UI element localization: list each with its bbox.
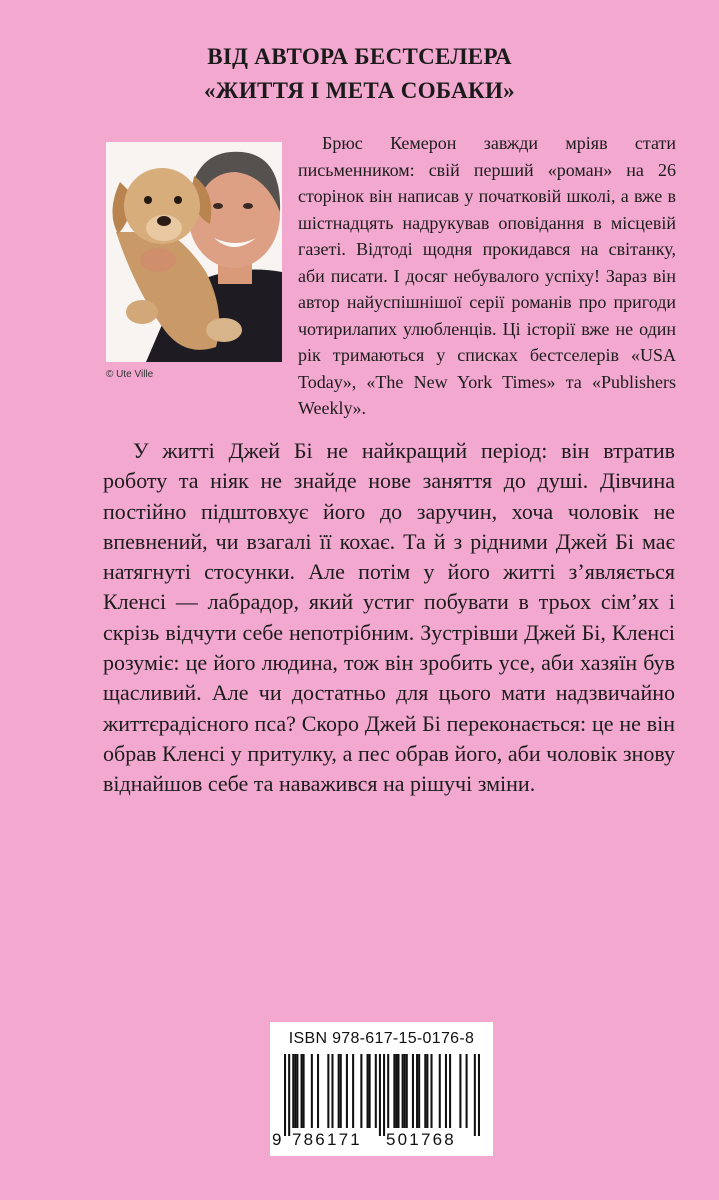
barcode-bar (402, 1054, 404, 1128)
headline-line-1: ВІД АВТОРА БЕСТСЕЛЕРА (207, 44, 512, 69)
barcode-bar (338, 1054, 340, 1128)
barcode-bar (406, 1054, 408, 1128)
barcode-bar (474, 1054, 476, 1136)
barcode-bar (418, 1054, 420, 1128)
barcode-bar (449, 1054, 451, 1128)
barcode-bar (424, 1054, 426, 1128)
barcode-bar (426, 1054, 428, 1128)
barcode-bar (478, 1054, 480, 1136)
barcode-bar (416, 1054, 418, 1128)
barcode-bar (367, 1054, 369, 1128)
barcode-bar (327, 1054, 329, 1128)
barcode-bar (369, 1054, 371, 1128)
barcode-bars (284, 1054, 480, 1136)
barcode-bar (294, 1054, 296, 1128)
barcode-bar (439, 1054, 441, 1128)
photo-credit: © Ute Ville (106, 369, 154, 380)
barcode-bar (445, 1054, 447, 1128)
author-bio: Брюс Кемерон завжди мріяв стати письменником: свій перший «роман» на 26 сторінок він написав у початковій школі, а вже в шістнадцять надрукував оповідання в місцевій газеті. Відтоді щодня прокидався на світанку, аби писати. І досяг небувалого успіху! Зараз він автор найуспішнішої серії романів про пригоди чотирилапих улюбленців. Ці історії вже не один рік тримаються у списках бестселерів «USA Today», «The New York Times» та «Publishers Weekly». (298, 133, 676, 418)
barcode-bar (459, 1054, 461, 1128)
barcode-bar (352, 1054, 354, 1128)
barcode-digit-first: 9 (272, 1130, 284, 1149)
barcode-bar (360, 1054, 362, 1128)
barcode-bar (303, 1054, 305, 1128)
cover-headline (0, 40, 719, 108)
barcode-bar (340, 1054, 342, 1128)
barcode-bar (284, 1054, 286, 1136)
barcode-digits-right: 501768 (386, 1130, 456, 1149)
barcode-bar (466, 1054, 468, 1128)
barcode-bar (393, 1054, 395, 1128)
barcode-digits-left: 786171 (292, 1130, 362, 1149)
headline-line-2: «ЖИТТЯ І МЕТА СОБАКИ» (204, 78, 515, 103)
barcode-bar (288, 1054, 290, 1136)
isbn-barcode (270, 1022, 493, 1156)
barcode-bar (383, 1054, 385, 1136)
barcode-bar (430, 1054, 432, 1128)
barcode-bar (292, 1054, 294, 1128)
barcode-bar (404, 1054, 406, 1128)
barcode-bar (331, 1054, 333, 1128)
author-photo (106, 142, 282, 362)
barcode-bar (395, 1054, 397, 1128)
barcode-bar (311, 1054, 313, 1128)
barcode-bar (301, 1054, 303, 1128)
book-description: У житті Джей Бі не найкращий період: він втратив роботу та ніяк не знайде нове заняття до душі. Дівчина постійно підштовхує його до заручин, хоча чоловік не впевнений, чи взагалі її кохає. Та й з рідними Джей Бі має натягнуті стосунки. Але потім у його житті з’являється Кленсі — лабрадор, який устиг побувати в трьох сім’ях і скрізь відчути себе непотрібним. Зустрівши Джей Бі, Кленсі розуміє: це його людина, тож він зробить усе, аби хазяїн був щасливий. Але чи достатньо для цього мати надзвичайно життєрадісного пса? Скоро Джей Бі переконається: це не він обрав Кленсі у притулку, а пес обрав його, аби чоловік знову віднайшов себе та наважився на рішучі зміни. (103, 438, 675, 797)
barcode-bar (412, 1054, 414, 1128)
barcode-digits (270, 1130, 493, 1152)
barcode-bar (317, 1054, 319, 1128)
isbn-label: ISBN 978-617-15-0176-8 (288, 1030, 475, 1047)
barcode-bar (397, 1054, 399, 1128)
barcode-bar (379, 1054, 381, 1136)
barcode-bar (387, 1054, 389, 1128)
barcode-bar (296, 1054, 298, 1128)
barcode-bar (375, 1054, 377, 1128)
author-with-dog-illustration (106, 142, 282, 362)
barcode-bar (346, 1054, 348, 1128)
